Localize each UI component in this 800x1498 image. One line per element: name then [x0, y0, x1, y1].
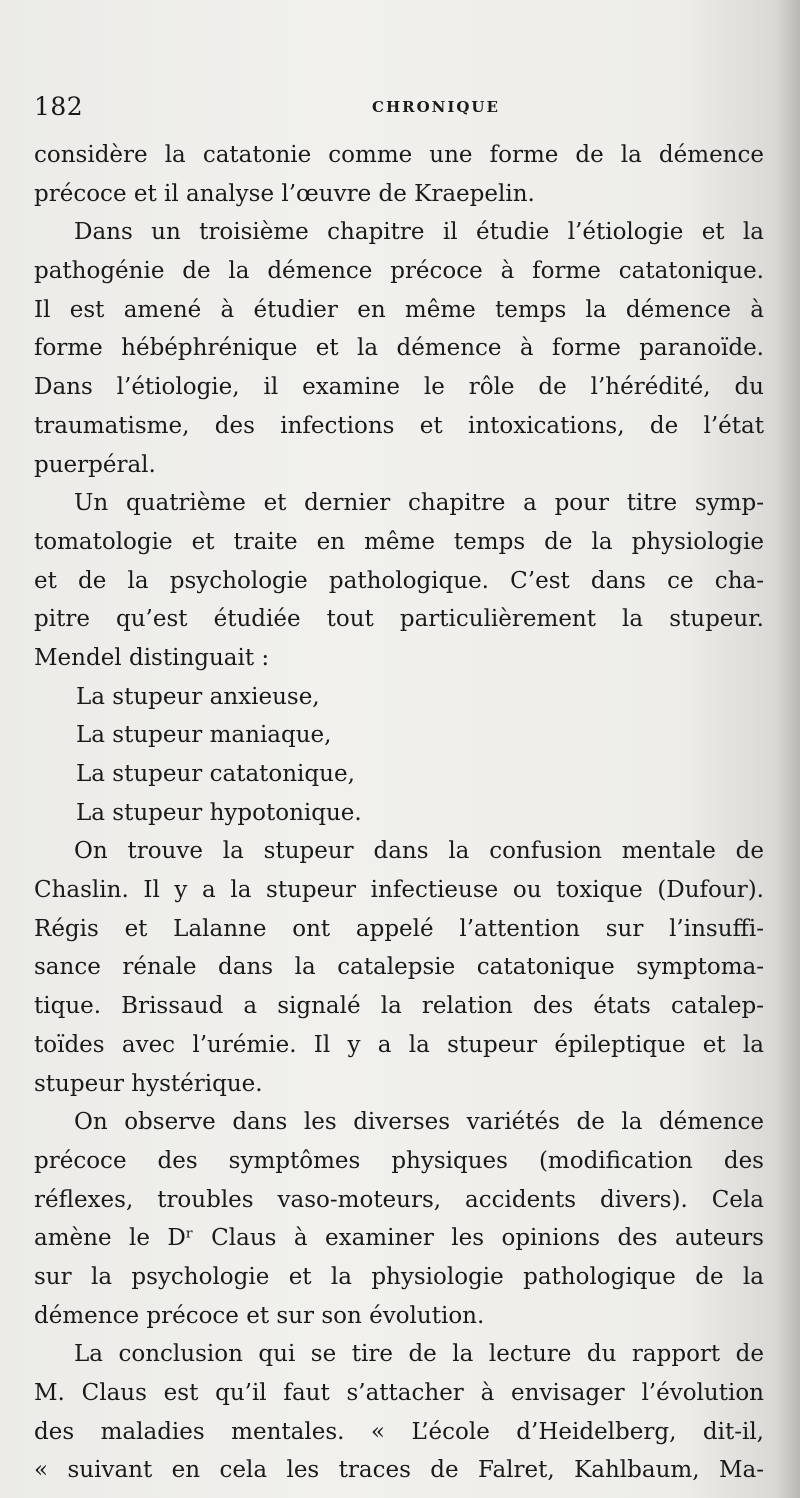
text-line: Régis et Lalanne ont appelé l’attention sur l’insuffi- — [34, 915, 764, 942]
text-line: sance rénale dans la catalepsie catatonique symptoma- — [34, 954, 764, 981]
text-line: forme hébéphrénique et la démence à forme paranoïde. — [34, 335, 764, 362]
list-item: La stupeur maniaque, — [76, 722, 332, 749]
text-line: traumatisme, des infections et intoxications, de l’état — [34, 412, 764, 439]
text-line: « suivant en cela les traces de Falret, Kahlbaum, Ma- — [34, 1457, 764, 1484]
text-line: pitre qu’est étudiée tout particulièrement la stupeur. — [34, 606, 764, 633]
text-line: des maladies mentales. « L’école d’Heidelberg, dit-il, — [34, 1418, 764, 1445]
text-line: On observe dans les diverses variétés de la démence — [74, 1109, 764, 1136]
text-line: pathogénie de la démence précoce à forme catatonique. — [34, 258, 764, 285]
text-line: Dans l’étiologie, il examine le rôle de l’hérédité, du — [34, 374, 764, 401]
body-text — [34, 136, 764, 1490]
text-line: Dans un troisième chapitre il étudie l’étiologie et la — [74, 219, 764, 246]
page-number: 182 — [34, 92, 84, 121]
text-line: précoce et il analyse l’œuvre de Kraepelin. — [34, 180, 535, 207]
text-line: La conclusion qui se tire de la lecture du rapport de — [74, 1341, 764, 1368]
text-line: sur la psychologie et la physiologie pathologique de la — [34, 1263, 764, 1290]
text-line: Un quatrième et dernier chapitre a pour titre symp- — [74, 490, 764, 517]
text-line: Il est amené à étudier en même temps la démence à — [34, 296, 764, 323]
text-line: réflexes, troubles vaso-moteurs, accidents divers). Cela — [34, 1186, 764, 1213]
text-line: considère la catatonie comme une forme de la démence — [34, 142, 764, 168]
list-item: La stupeur anxieuse, — [76, 683, 320, 710]
list-item: La stupeur catatonique, — [76, 761, 355, 787]
running-head: CHRONIQUE — [372, 98, 500, 116]
text-line: On trouve la stupeur dans la confusion mentale de — [74, 838, 764, 865]
text-line: et de la psychologie pathologique. C’est dans ce cha- — [34, 567, 764, 594]
list-item: La stupeur hypotonique. — [76, 799, 362, 826]
text-line: tique. Brissaud a signalé la relation des états catalep- — [34, 993, 764, 1020]
text-line: Chaslin. Il y a la stupeur infectieuse ou toxique (Dufour). — [34, 877, 764, 904]
text-line: précoce des symptômes physiques (modification des — [34, 1147, 764, 1174]
text-line: Mendel distinguait : — [34, 644, 270, 671]
text-line: toïdes avec l’urémie. Il y a la stupeur épileptique et la — [34, 1031, 764, 1058]
page-header — [34, 92, 764, 132]
text-line: tomatologie et traite en même temps de la physiologie — [34, 528, 764, 555]
text-line: puerpéral. — [34, 451, 156, 478]
text-line: démence précoce et sur son évolution. — [34, 1302, 485, 1329]
text-line: amène le Dʳ Claus à examiner les opinions des auteurs — [34, 1225, 764, 1252]
text-line: M. Claus est qu’il faut s’attacher à envisager l’évolution — [34, 1380, 764, 1406]
text-line: stupeur hystérique. — [34, 1070, 263, 1097]
